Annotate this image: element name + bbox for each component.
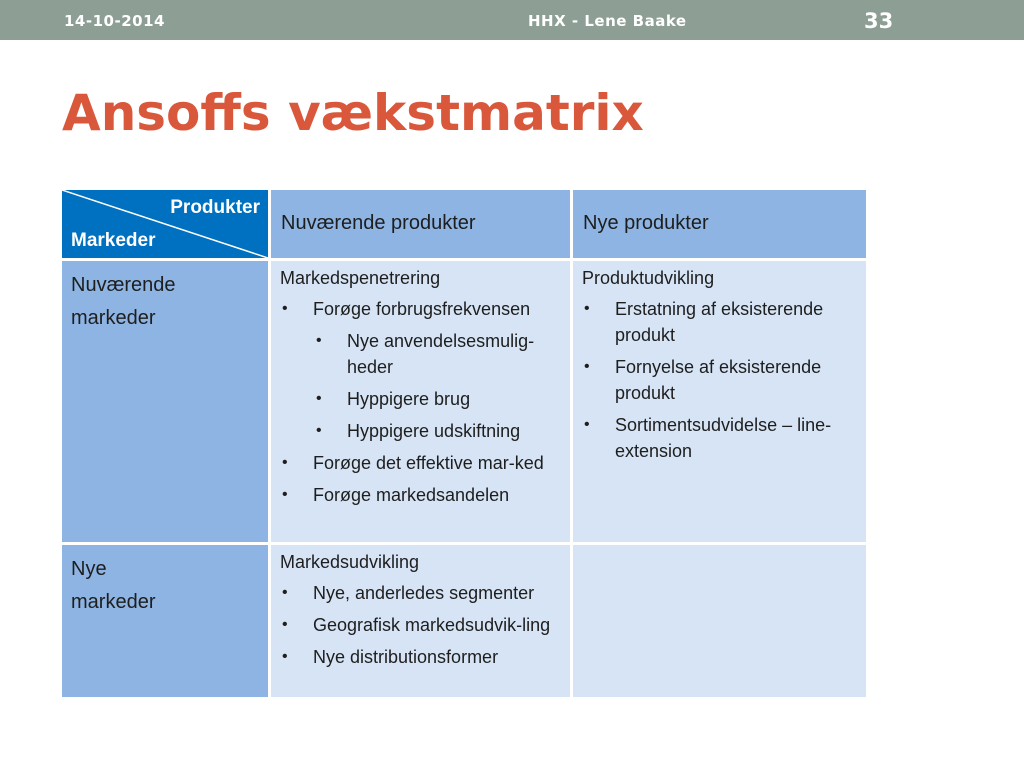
- corner-cell: [62, 190, 268, 258]
- list-item: • Erstatning af eksisterende produkt: [582, 296, 862, 348]
- corner-label-products: Produkter: [170, 197, 260, 218]
- list-item: • Hyppigere udskiftning: [280, 418, 566, 444]
- cell-heading: Produktudvikling: [582, 268, 715, 288]
- cell-product-development: [573, 261, 866, 542]
- list-item: • Forøge det effektive mar-ked: [280, 450, 566, 476]
- strategy-list: [280, 580, 566, 670]
- cell-market-penetration: [271, 261, 570, 542]
- slide-author: HHX - Lene Baake: [528, 12, 687, 30]
- row-header-line: Nye: [71, 558, 107, 580]
- cell-heading: Markedsudvikling: [280, 552, 420, 572]
- list-item: • Geografisk markedsudvik-ling: [280, 612, 566, 638]
- strategy-list: [582, 296, 862, 464]
- ansoff-matrix-table: [62, 190, 866, 697]
- slide-title: Ansoffs vækstmatrix: [62, 84, 644, 142]
- row-header-new-markets: [62, 545, 268, 697]
- strategy-list: [280, 296, 566, 508]
- row-header-line: markeder: [71, 307, 156, 329]
- cell-diversification-empty: [573, 545, 866, 697]
- list-item: • Fornyelse af eksisterende produkt: [582, 354, 862, 406]
- list-item: • Nye anvendelsesmulig-heder: [280, 328, 566, 380]
- list-item: • Forøge markedsandelen: [280, 482, 566, 508]
- cell-market-development: [271, 545, 570, 697]
- row-header-current-markets: [62, 261, 268, 542]
- list-item: • Nye, anderledes segmenter: [280, 580, 566, 606]
- corner-label-markets: Markeder: [71, 230, 156, 251]
- column-header-new-products: Nye produkter: [573, 190, 866, 258]
- row-header-line: markeder: [71, 591, 156, 613]
- list-item: • Forøge forbrugsfrekvensen: [280, 296, 566, 322]
- row-header-line: Nuværende: [71, 274, 176, 296]
- list-item: • Sortimentsudvidelse – line-extension: [582, 412, 862, 464]
- column-header-current-products: Nuværende produkter: [271, 190, 570, 258]
- cell-heading: Markedspenetrering: [280, 268, 441, 288]
- slide-header-bar: [0, 0, 1024, 40]
- list-item: • Nye distributionsformer: [280, 644, 566, 670]
- list-item: • Hyppigere brug: [280, 386, 566, 412]
- slide-date: 14-10-2014: [64, 12, 165, 30]
- slide-number: 33: [864, 9, 894, 33]
